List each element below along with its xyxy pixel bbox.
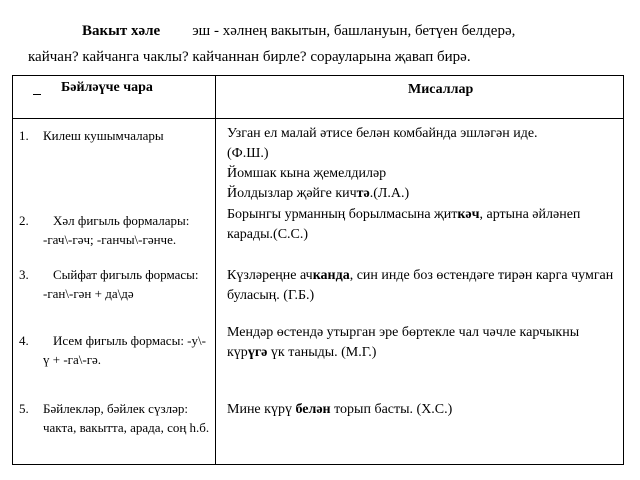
example-5: Мендәр өстендә утырган эре бөртекле чал чәчле карчыкны күрүгә үк таныды. (М.Г.) xyxy=(227,325,580,360)
header-examples: Мисаллар xyxy=(408,82,474,97)
example-4: Күзләреңне ачканда, син инде боз өстендәге тирән карга чумган буласың. (Г.Б.) xyxy=(227,268,614,303)
intro-paragraph xyxy=(28,18,628,70)
example-3: Борынгы урманның борылмасына җиткәч, артына әйләнеп карады.(С.С.) xyxy=(227,207,581,242)
column-divider xyxy=(215,76,216,464)
examples-table: Бәйләүче чара Мисаллар 1. Килеш кушымчалары 2. Хәл фигыль формалары: -гач\-гәч; -ганчы\-гәнче. 3. Сыйфат фигыль формасы: -ган\-гән + да\дә 4. Исем фигыль формасы: -у\-ү + -га\-гә. 5. Бәйлекләр, бәйлек сүзләр: чакта, вакытта, арада, соң һ.б. Узган ел малай әтисе белән комбайнда эшләгән иде. (Ф.Ш.) Йомшак кына җемелдиләр Йолдызлар җәйге кичтә.(Л.А.) Борынгы урманның борылмасына җиткәч, артына әйләнеп карады.(С.С.) Күзләреңне ачканда, син инде боз өстендәге тирән карга чумган буласың. (Г.Б.) Мендәр өстендә утырган эре бөртекле чал чәчле карчыкны күрүгә үк таныды. (М.Г.) Мине күрү белән торып басты. (Х.С.) xyxy=(12,75,624,465)
header-means: Бәйләүче чара xyxy=(33,80,153,96)
intro-line2: кайчан? кайчанга чаклы? кайчаннан бирле? сорауларына җавап бирә. xyxy=(28,49,471,65)
example-6: Мине күрү белән торып басты. (Х.С.) xyxy=(227,402,453,417)
example-2: Йомшак кына җемелдиләр Йолдызлар җәйге кичтә.(Л.А.) xyxy=(227,166,410,201)
term-title: Вакыт хәле xyxy=(82,23,161,39)
example-1: Узган ел малай әтисе белән комбайнда эшләгән иде. (Ф.Ш.) xyxy=(227,126,538,161)
intro-line1: эш - хәлнең вакытын, башлануын, бетүен белдерә, xyxy=(192,23,516,39)
header-divider xyxy=(13,118,623,119)
